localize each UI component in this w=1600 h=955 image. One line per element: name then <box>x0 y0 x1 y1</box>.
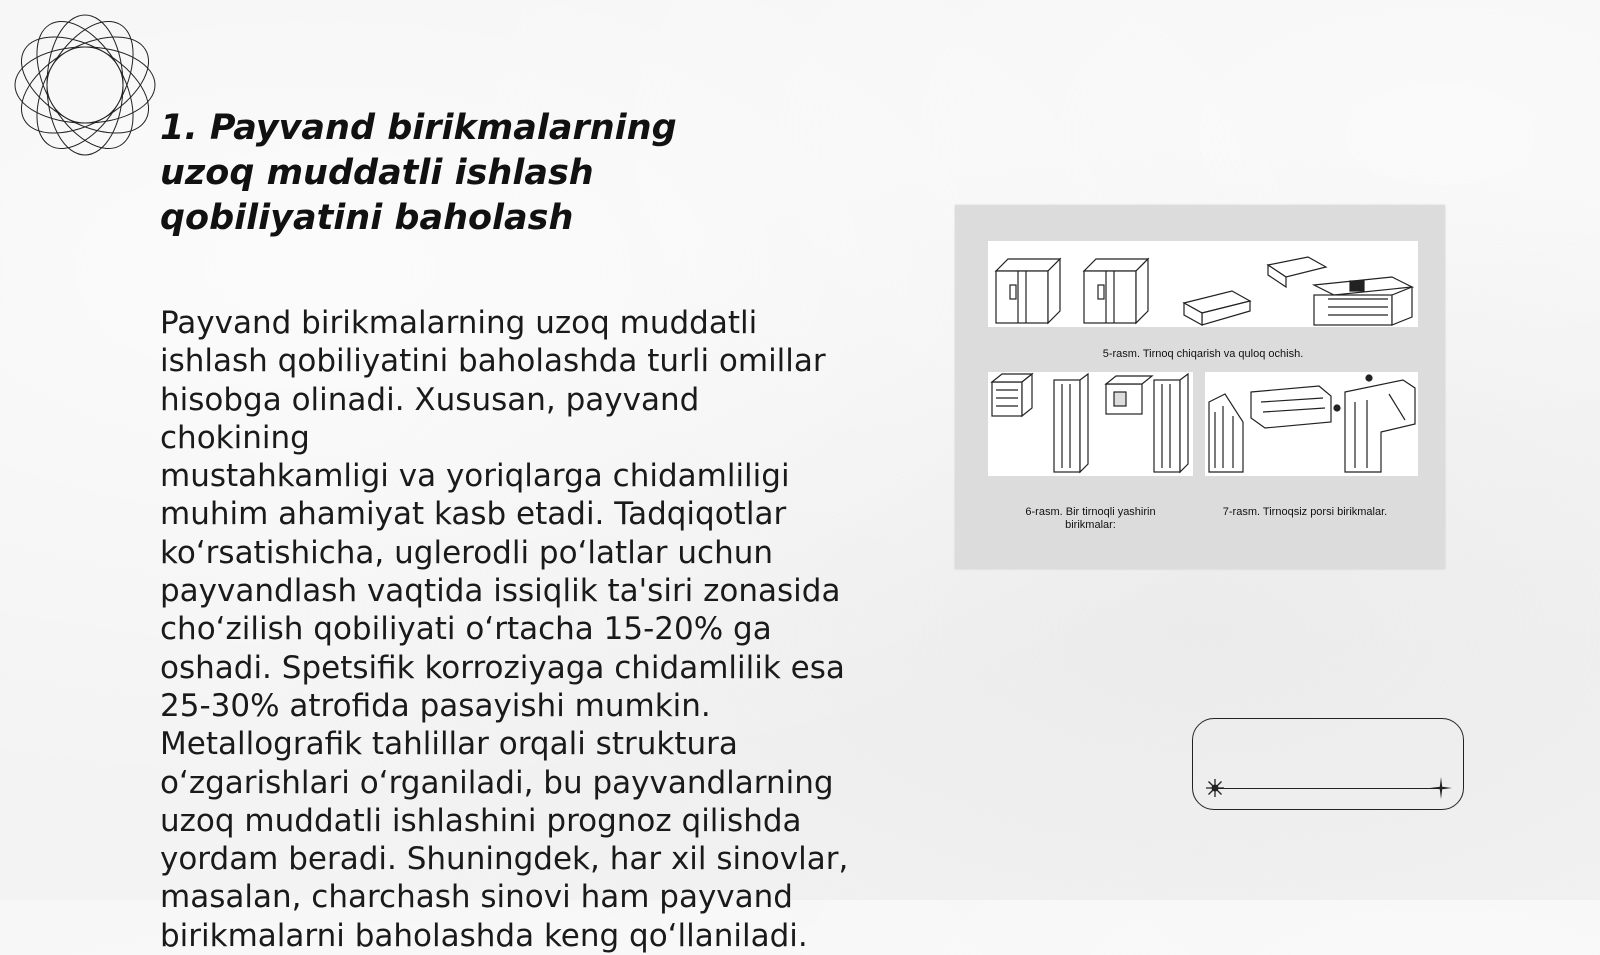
figure-7-caption: 7-rasm. Tirnoqsiz porsi birikmalar. <box>1222 506 1388 518</box>
slide-title: 1. Payvand birikmalarning uzoq muddatli ishlash qobiliyatini baholash <box>160 108 677 238</box>
figure-6-drawing <box>988 372 1193 476</box>
slider-widget <box>1192 718 1464 810</box>
figure-5-drawing <box>988 241 1418 327</box>
sparkle-knob-icon <box>1429 776 1453 800</box>
circular-ornament-icon <box>10 10 160 160</box>
sun-knob-icon <box>1205 778 1225 798</box>
slide-body-text: Payvand birikmalarning uzoq muddatli ishlash qobiliyatini baholashda turli omillar hisobga olinadi. Xususan, payvand chokining mustahkamligi va yoriqlarga chidamliligi muhim ahamiyat kasb etadi. Tadqiqotlar koʻrsatishicha, uglerodli poʻlatlar uchun payvandlash vaqtida issiqlik ta'siri zonasida choʻzilish qobiliyati oʻrtacha 15-20% ga oshadi. Spetsifik korroziyaga chidamlilik esa 25-30% atrofida pasayishi mumkin. Metallografik tahlillar orqali struktura oʻzgarishlari oʻrganiladi, bu payvandlarning uzoq muddatli ishlashini prognoz qilishda yordam beradi. Shuningdek, har xil sinovlar, masalan, charchash sinovi ham payvand birikmalarni baholashda keng qoʻllaniladi. <box>160 305 849 954</box>
figure-6-caption: 6-rasm. Bir tirnoqli yashirin birikmalar: <box>1025 506 1156 531</box>
slider-track <box>1215 788 1441 789</box>
figure-7-drawing <box>1205 372 1418 476</box>
joinery-figure <box>955 205 1445 569</box>
figure-5-caption: 5-rasm. Tirnoq chiqarish va quloq ochish. <box>1102 348 1304 360</box>
